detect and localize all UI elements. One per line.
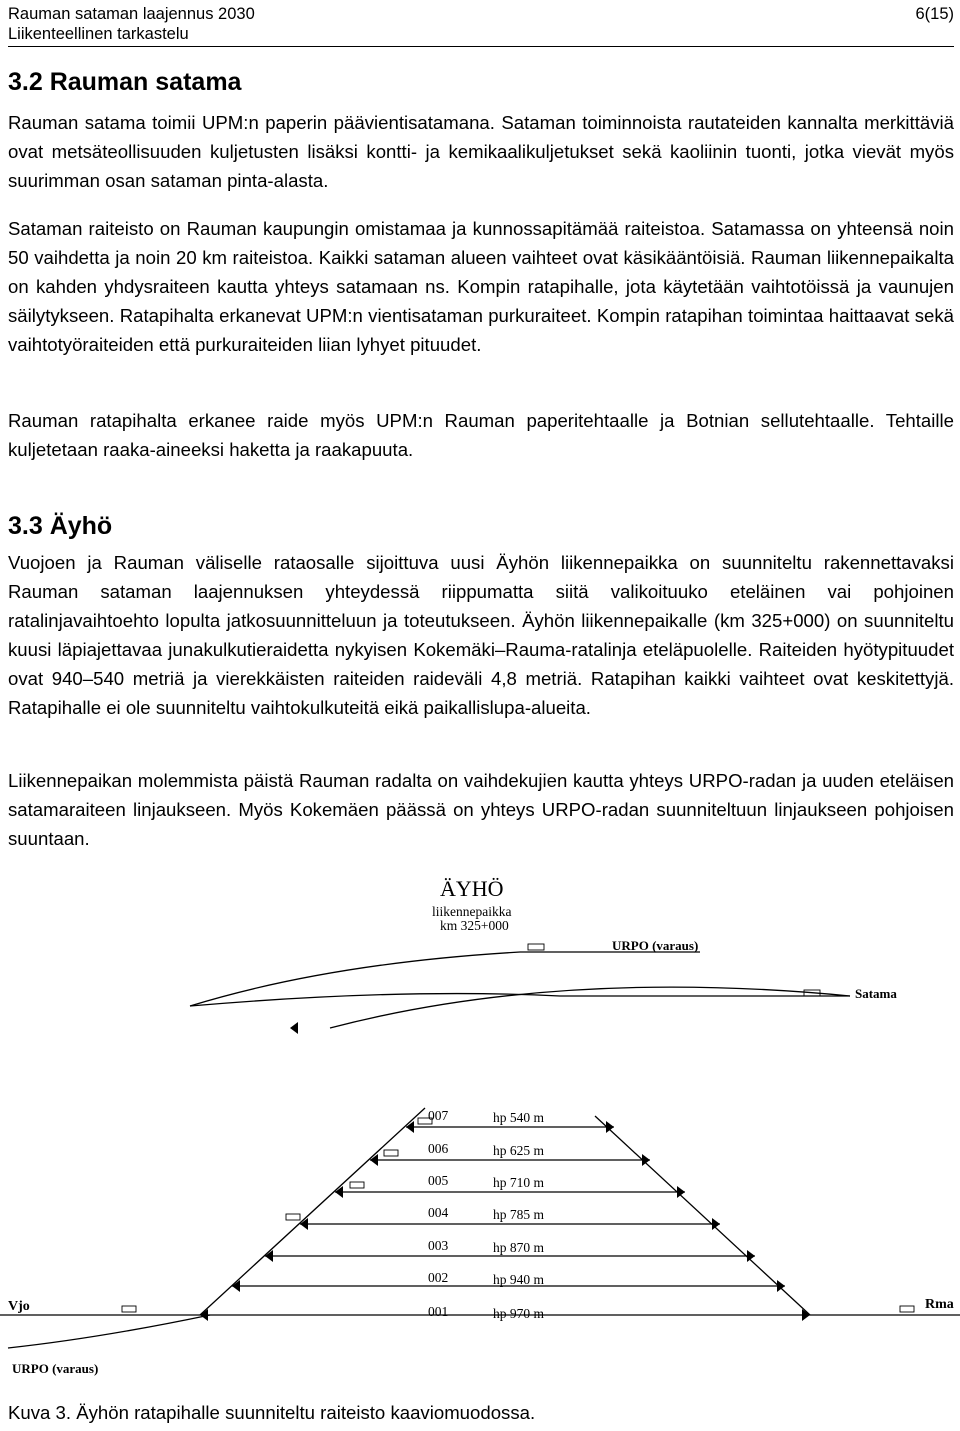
track-number: 005: [428, 1173, 449, 1188]
label-urpo-bottom: URPO (varaus): [12, 1361, 99, 1376]
track-length: hp 940 m: [493, 1272, 545, 1287]
diagram-title: ÄYHÖ: [440, 876, 504, 901]
switch-marker: [606, 1121, 614, 1133]
section-heading-rauman-satama: 3.2 Rauman satama: [8, 68, 242, 96]
paragraph: Sataman raiteisto on Rauman kaupungin omistamaa ja kunnossapitämää raiteistoa. Satamassa on yhteensä noin 50 vaihdetta ja noin 20 km raiteistoa. Kaikki sataman alueen vaihteet ovat käsikääntöisiä. Rauman liikennepaikalta on kahden yhdysraiteen kautta yhteys satamaan ns. Kompin ratapihalle, jota käytetään vaihtotöissä ja vaunujen säilytykseen. Ratapihalta erkanevat UPM:n vientisataman purkuraiteet. Kompin ratapihan toimintaa haittaavat sekä vaihtotyöraiteiden että purkuraiteiden liian lyhyet pituudet.: [8, 218, 954, 355]
paragraph: Liikennepaikan molemmista päistä Rauman radalta on vaihdekujien kautta yhteys URPO-radan ja uuden eteläisen satamaraiteen linjaukseen. Myös Kokemäen päässä on yhteys URPO-radan suunniteltuun linjaukseen pohjoisen suuntaan.: [8, 770, 954, 849]
label-vjo: Vjo: [8, 1299, 30, 1314]
track-length: hp 785 m: [493, 1207, 545, 1222]
satama-line: [190, 994, 850, 1006]
label-satama: Satama: [855, 986, 897, 1001]
track-length: hp 710 m: [493, 1175, 545, 1190]
signal-icon: [528, 944, 544, 950]
west-throat: [200, 1108, 425, 1315]
page-number: 6(15): [915, 5, 954, 23]
urpo-top-line: [190, 952, 700, 1006]
signal-icon: [384, 1150, 398, 1156]
paragraph: Rauman ratapihalta erkanee raide myös UPM:n Rauman paperitehtaalle ja Botnian sellutehtaalle. Tehtaille kuljetetaan raaka-aineeksi haketta ja raakapuuta.: [8, 410, 954, 460]
signal-icon: [350, 1182, 364, 1188]
document-title: Rauman sataman laajennus 2030: [8, 5, 255, 23]
satama-branch: [330, 987, 850, 1028]
track-number: 001: [428, 1304, 449, 1319]
label-urpo-top: URPO (varaus): [612, 938, 699, 953]
paragraph: Rauman satama toimii UPM:n paperin päävientisatamana. Sataman toiminnoista rautateiden kannalta merkittäviä ovat metsäteollisuuden kuljetusten lisäksi kontti- ja kemikaalikuljetukset sekä kaoliinin tuonti, jotka vievät myös suurimman osan sataman pinta-alasta.: [8, 112, 954, 191]
track-length: hp 970 m: [493, 1306, 545, 1321]
header-divider: [8, 46, 954, 47]
track-length: hp 540 m: [493, 1110, 545, 1125]
track-number: 002: [428, 1270, 449, 1285]
track-number: 003: [428, 1238, 449, 1253]
document-subtitle: Liikenteellinen tarkastelu: [8, 25, 189, 43]
signal-icon: [286, 1214, 300, 1220]
track-number: 004: [428, 1205, 449, 1220]
label-rma: Rma: [925, 1297, 954, 1312]
paragraph: Vuojoen ja Rauman väliselle rataosalle sijoittuva uusi Äyhön liikennepaikka on suunniteltu rakennettavaksi Rauman sataman laajennuksen yhteydessä riippumatta siitä valikoituuko eteläinen vai pohjoinen ratalinjavaihtoehto lopulta jatkosuunnitteluun ja toteutukseen. Äyhön liikennepaikalle (km 325+000) on suunniteltu kuusi läpiajettavaa junakulkutieraidetta nykyisen Kokemäki–Rauma-ratalinja eteläpuolelle. Raiteiden hyötypituudet ovat 940–540 metriä ja vierekkäisten raiteiden raideväli 4,8 metriä. Ratapihan kaikki vaihteet ovat keskitettyjä. Ratapihalle ei ole suunniteltu vaihtokulkuteitä eikä paikallislupa-alueita.: [8, 552, 954, 718]
track-number: 006: [428, 1141, 449, 1156]
switch-marker: [406, 1121, 414, 1133]
track-length: hp 870 m: [493, 1240, 545, 1255]
diagram-km: km 325+000: [440, 918, 509, 933]
signal-icon: [122, 1306, 136, 1312]
diagram-subtitle: liikennepaikka: [432, 904, 512, 919]
switch-marker: [290, 1022, 298, 1034]
track-length: hp 625 m: [493, 1143, 545, 1158]
page-header: [8, 4, 954, 44]
track-number: 007: [428, 1108, 449, 1123]
switch-marker: [642, 1154, 650, 1166]
urpo-bottom-line: [8, 1315, 210, 1348]
figure-caption: Kuva 3. Äyhön ratapihalle suunniteltu raiteisto kaaviomuodossa.: [8, 1402, 536, 1423]
signal-icon: [900, 1306, 914, 1312]
section-heading-ayho: 3.3 Äyhö: [8, 512, 113, 540]
track-layout-diagram: [0, 868, 960, 1388]
